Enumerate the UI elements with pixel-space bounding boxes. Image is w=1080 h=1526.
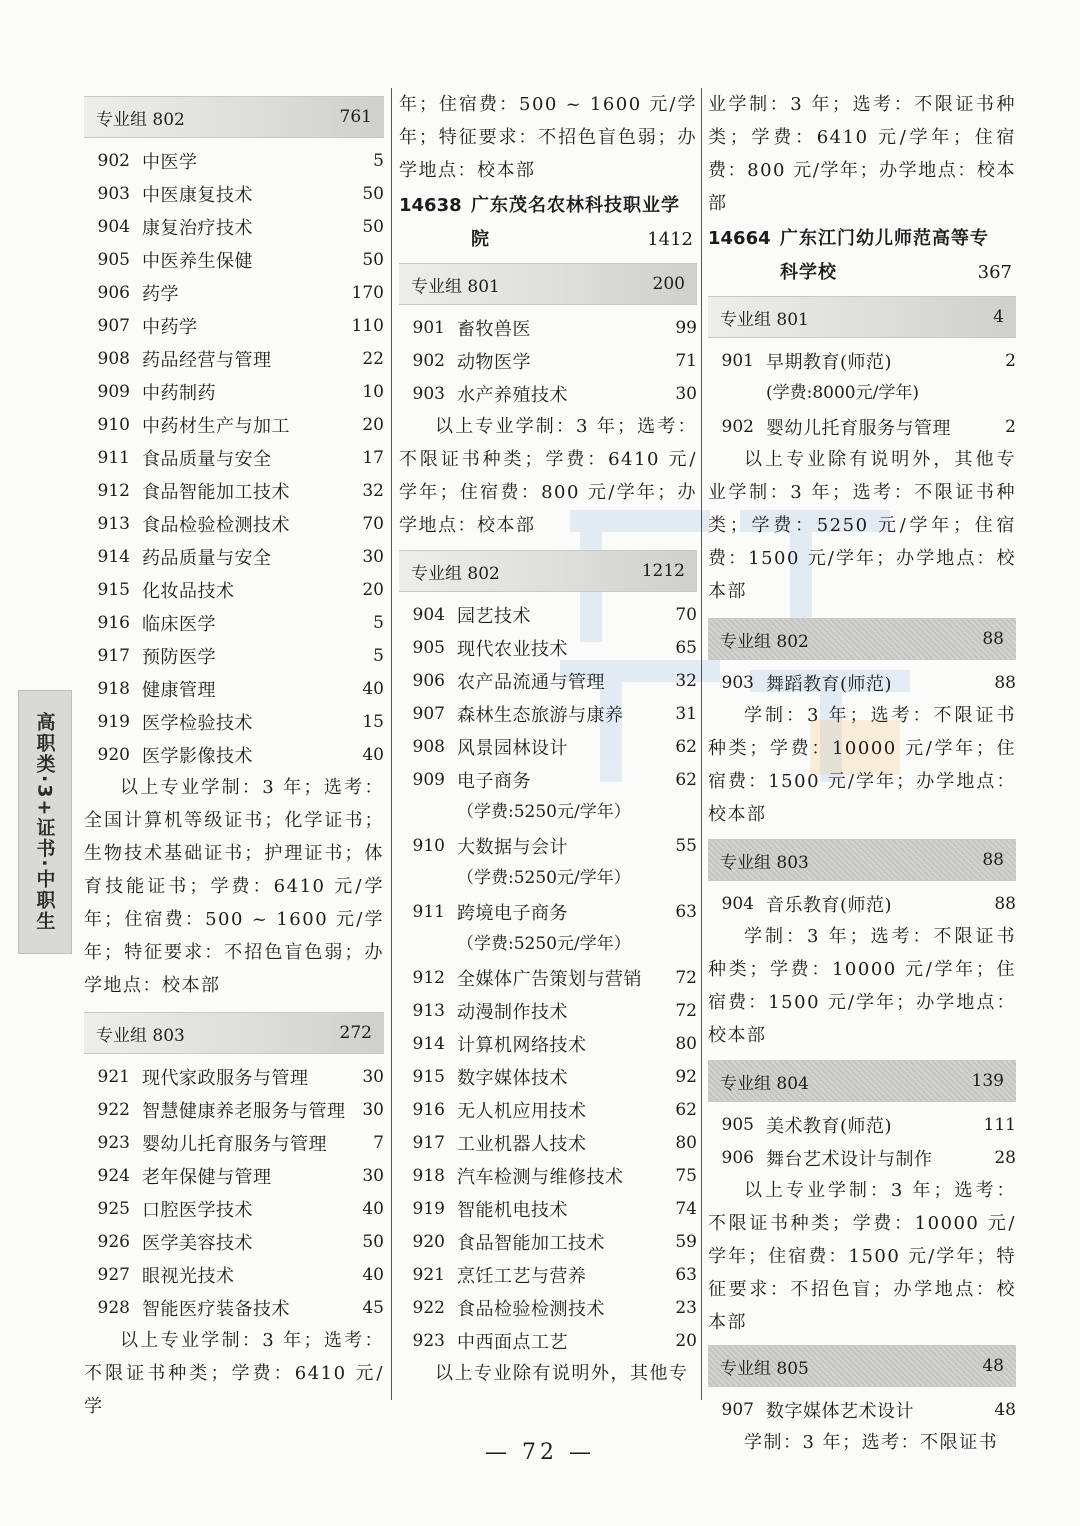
major-row xyxy=(84,573,384,606)
major-quota: 32 xyxy=(362,480,384,501)
major-quota: 40 xyxy=(362,744,384,765)
major-quota: 40 xyxy=(362,1198,384,1219)
school-total: 1412 xyxy=(647,229,693,250)
major-list xyxy=(708,1108,1016,1174)
major-row xyxy=(84,441,384,474)
major-row xyxy=(84,606,384,639)
group-total: 1212 xyxy=(641,561,685,581)
major-name: 食品检验检测技术 xyxy=(142,514,290,536)
major-code: 921 xyxy=(412,1264,445,1285)
major-list xyxy=(84,1060,384,1324)
major-name: 预防医学 xyxy=(142,646,216,668)
major-name: 数字媒体技术 xyxy=(457,1067,568,1089)
major-list xyxy=(399,311,697,410)
major-quota: 62 xyxy=(675,1099,697,1120)
group-label: 专业组 802 xyxy=(96,109,185,130)
major-name: 中医康复技术 xyxy=(142,184,253,206)
school-code: 14664 xyxy=(708,228,771,249)
major-quota: 72 xyxy=(675,1000,697,1021)
major-quota: 31 xyxy=(675,703,697,724)
group-header xyxy=(399,550,697,592)
major-name: 中药材生产与加工 xyxy=(142,415,290,437)
major-name: 智能医疗装备技术 xyxy=(142,1298,290,1320)
group-total: 88 xyxy=(982,850,1004,870)
major-name: 数字媒体艺术设计 xyxy=(766,1400,914,1422)
group-total: 48 xyxy=(982,1356,1004,1376)
major-name: 中医学 xyxy=(142,151,198,173)
major-name: 农产品流通与管理 xyxy=(457,671,605,693)
major-row xyxy=(84,243,384,276)
major-name: 中医养生保健 xyxy=(142,250,253,272)
major-name: 全媒体广告策划与营销 xyxy=(457,968,642,990)
major-row xyxy=(84,639,384,672)
group-total: 200 xyxy=(652,274,685,294)
major-quota: 10 xyxy=(362,381,384,402)
major-name: 健康管理 xyxy=(142,679,216,701)
major-name: 森林生态旅游与康养 xyxy=(457,704,624,726)
major-code: 907 xyxy=(412,703,445,724)
major-name: 大数据与会计 xyxy=(457,836,568,858)
major-quota: 72 xyxy=(675,967,697,988)
major-row xyxy=(399,344,697,377)
major-name: 婴幼儿托育服务与管理 xyxy=(142,1133,327,1155)
major-row xyxy=(708,1141,1016,1174)
major-row xyxy=(399,763,697,796)
major-quota: 20 xyxy=(362,414,384,435)
major-code: 904 xyxy=(97,216,130,237)
major-row xyxy=(399,664,697,697)
group-header xyxy=(708,296,1016,338)
major-quota: 20 xyxy=(675,1330,697,1351)
group-header xyxy=(399,263,697,305)
major-row xyxy=(708,410,1016,443)
major-quota: 23 xyxy=(675,1297,697,1318)
major-quota: 59 xyxy=(675,1231,697,1252)
school-name-cont: 科学校 xyxy=(780,262,837,283)
major-code: 913 xyxy=(97,513,130,534)
major-quota: 45 xyxy=(362,1297,384,1318)
major-name: 康复治疗技术 xyxy=(142,217,253,239)
major-row xyxy=(84,1093,384,1126)
major-row xyxy=(84,540,384,573)
school-name: 广东江门幼儿师范高等专 xyxy=(780,228,989,249)
major-row xyxy=(84,738,384,771)
major-name: 风景园林设计 xyxy=(457,737,568,759)
major-code: 902 xyxy=(412,350,445,371)
major-name: 舞台艺术设计与制作 xyxy=(766,1148,933,1170)
major-quota: 170 xyxy=(351,282,384,303)
major-row xyxy=(84,507,384,540)
major-quota: 5 xyxy=(373,612,384,633)
major-code: 920 xyxy=(97,744,130,765)
major-row xyxy=(84,705,384,738)
major-quota: 40 xyxy=(362,1264,384,1285)
major-code: 907 xyxy=(721,1399,754,1420)
continued-note: 年；住宿费：500 ~ 1600 元/学年；特征要求：不招色盲色弱；办学地点：校本部 xyxy=(399,94,697,181)
major-code: 922 xyxy=(97,1099,130,1120)
column-3 xyxy=(708,88,1016,1453)
major-name: 医学检验技术 xyxy=(142,712,253,734)
school-total: 367 xyxy=(977,262,1012,283)
major-name: 智慧健康养老服务与管理 xyxy=(142,1100,346,1122)
major-row xyxy=(84,474,384,507)
major-quota: 74 xyxy=(675,1198,697,1219)
major-name: 食品检验检测技术 xyxy=(457,1298,605,1320)
major-quota: 15 xyxy=(362,711,384,732)
major-quota: 50 xyxy=(362,183,384,204)
major-code: 910 xyxy=(97,414,130,435)
group-label: 专业组 804 xyxy=(720,1073,809,1094)
major-quota: 99 xyxy=(675,317,697,338)
major-quota: 40 xyxy=(362,678,384,699)
major-code: 924 xyxy=(97,1165,130,1186)
major-name: 工业机器人技术 xyxy=(457,1133,587,1155)
major-name: 中药学 xyxy=(142,316,198,338)
major-quota: 75 xyxy=(675,1165,697,1186)
major-code: 927 xyxy=(97,1264,130,1285)
major-row xyxy=(399,697,697,730)
group-header xyxy=(708,618,1016,660)
major-row xyxy=(84,1258,384,1291)
major-list xyxy=(708,666,1016,699)
major-quota: 65 xyxy=(675,637,697,658)
major-code: 906 xyxy=(412,670,445,691)
major-row xyxy=(399,377,697,410)
major-quota: 70 xyxy=(362,513,384,534)
major-code: 915 xyxy=(412,1066,445,1087)
major-row xyxy=(84,1159,384,1192)
major-row xyxy=(399,1159,697,1192)
major-code: 911 xyxy=(412,901,445,922)
major-code: 902 xyxy=(721,416,754,437)
group-header xyxy=(708,1345,1016,1387)
major-name: 口腔医学技术 xyxy=(142,1199,253,1221)
major-row xyxy=(399,1258,697,1291)
major-name: 动物医学 xyxy=(457,351,531,373)
major-list xyxy=(708,344,1016,443)
major-row xyxy=(399,1093,697,1126)
major-fee-note: （学费:5250元/学年） xyxy=(457,868,631,888)
major-name: 现代家政服务与管理 xyxy=(142,1067,309,1089)
group-total: 139 xyxy=(971,1071,1004,1091)
group-label: 专业组 805 xyxy=(720,1358,809,1379)
major-quota: 32 xyxy=(675,670,697,691)
major-quota: 48 xyxy=(994,1399,1016,1420)
major-name: 园艺技术 xyxy=(457,605,531,627)
school-name: 广东茂名农林科技职业学 xyxy=(471,195,680,216)
major-name: 计算机网络技术 xyxy=(457,1034,587,1056)
major-name: 化妆品技术 xyxy=(142,580,235,602)
group-label: 专业组 802 xyxy=(720,631,809,652)
major-row xyxy=(708,1108,1016,1141)
major-name: 药品经营与管理 xyxy=(142,349,272,371)
major-quota: 62 xyxy=(675,736,697,757)
group-label: 专业组 803 xyxy=(720,852,809,873)
major-code: 916 xyxy=(412,1099,445,1120)
major-code: 903 xyxy=(721,672,754,693)
major-row xyxy=(399,1225,697,1258)
major-name: 动漫制作技术 xyxy=(457,1001,568,1023)
major-name: 畜牧兽医 xyxy=(457,318,531,340)
group-total: 761 xyxy=(339,107,372,127)
major-name: 电子商务 xyxy=(457,770,531,792)
major-name: 食品智能加工技术 xyxy=(457,1232,605,1254)
major-row xyxy=(399,730,697,763)
group-total: 88 xyxy=(982,629,1004,649)
major-quota: 30 xyxy=(362,1099,384,1120)
major-code: 919 xyxy=(97,711,130,732)
major-row xyxy=(399,895,697,928)
major-name: 药学 xyxy=(142,283,179,305)
major-row xyxy=(399,1027,697,1060)
major-row xyxy=(84,276,384,309)
major-quota: 55 xyxy=(675,835,697,856)
major-quota: 111 xyxy=(983,1114,1016,1135)
school-heading xyxy=(708,222,1016,290)
major-name: 汽车检测与维修技术 xyxy=(457,1166,624,1188)
group-label: 专业组 803 xyxy=(96,1025,185,1046)
group-header xyxy=(708,839,1016,881)
page-number: — 72 — xyxy=(485,1440,595,1465)
major-code: 903 xyxy=(97,183,130,204)
major-code: 920 xyxy=(412,1231,445,1252)
major-row xyxy=(84,309,384,342)
major-name: 水产养殖技术 xyxy=(457,384,568,406)
major-name: 医学美容技术 xyxy=(142,1232,253,1254)
major-row xyxy=(84,1225,384,1258)
major-quota: 50 xyxy=(362,216,384,237)
major-quota: 80 xyxy=(675,1132,697,1153)
school-name-cont: 院 xyxy=(471,229,490,250)
major-quota: 17 xyxy=(362,447,384,468)
column-2 xyxy=(399,88,697,1400)
major-row xyxy=(84,1126,384,1159)
major-quota: 92 xyxy=(675,1066,697,1087)
major-quota: 50 xyxy=(362,249,384,270)
major-code: 904 xyxy=(412,604,445,625)
group-note: 以上专业除有说明外，其他专业学制：3 年；选考：不限证书种类；学费：5250 元/学年；住宿费：1500 元/学年；办学地点：校本部 xyxy=(708,449,1016,602)
major-quota: 22 xyxy=(362,348,384,369)
side-category-tab xyxy=(18,690,72,954)
major-name: 眼视光技术 xyxy=(142,1265,235,1287)
major-code: 917 xyxy=(97,645,130,666)
major-code: 905 xyxy=(97,249,130,270)
major-row xyxy=(84,177,384,210)
major-code: 923 xyxy=(412,1330,445,1351)
major-row xyxy=(399,1060,697,1093)
group-header xyxy=(708,1060,1016,1102)
major-quota: 7 xyxy=(373,1132,384,1153)
major-name: 智能机电技术 xyxy=(457,1199,568,1221)
major-quota: 88 xyxy=(994,672,1016,693)
major-row xyxy=(84,342,384,375)
side-category-label: 高职类·3+证书·中职生 xyxy=(33,712,56,932)
major-name: 食品质量与安全 xyxy=(142,448,272,470)
major-quota: 2 xyxy=(1005,350,1016,371)
group-note: 以上专业学制：3 年；选考：不限证书种类；学费：10000 元/学年；住宿费：1500 元/学年；特征要求：不招色盲；办学地点：校本部 xyxy=(708,1180,1016,1333)
major-list xyxy=(708,887,1016,920)
major-name: 药品质量与安全 xyxy=(142,547,272,569)
major-row xyxy=(708,887,1016,920)
major-code: 911 xyxy=(97,447,130,468)
major-code: 916 xyxy=(97,612,130,633)
group-note: 以上专业除有说明外，其他专 xyxy=(435,1363,689,1384)
major-quota: 30 xyxy=(362,1066,384,1087)
major-quota: 5 xyxy=(373,645,384,666)
major-code: 928 xyxy=(97,1297,130,1318)
major-row xyxy=(399,311,697,344)
major-quota: 2 xyxy=(1005,416,1016,437)
major-code: 921 xyxy=(97,1066,130,1087)
major-name: 烹饪工艺与营养 xyxy=(457,1265,587,1287)
major-code: 915 xyxy=(97,579,130,600)
major-name: 中药制药 xyxy=(142,382,216,404)
group-note: 学制：3 年；选考：不限证书 xyxy=(744,1432,999,1453)
major-row xyxy=(84,1060,384,1093)
major-code: 922 xyxy=(412,1297,445,1318)
major-code: 904 xyxy=(721,893,754,914)
major-row xyxy=(84,210,384,243)
major-row xyxy=(399,1291,697,1324)
major-code: 923 xyxy=(97,1132,130,1153)
major-quota: 5 xyxy=(373,150,384,171)
major-code: 918 xyxy=(412,1165,445,1186)
major-row xyxy=(84,1291,384,1324)
major-list xyxy=(708,1393,1016,1426)
major-name: 美术教育(师范) xyxy=(766,1115,893,1137)
major-row xyxy=(708,1393,1016,1426)
major-code: 918 xyxy=(97,678,130,699)
group-note: 以上专业学制：3 年；选考：全国计算机等级证书；化学证书；生物技术基础证书；护理证书；体育技能证书；学费：6410 元/学年；住宿费：500 ~ 1600 元/学年；特征要求：不招色盲色弱；办学地点：校本部 xyxy=(84,777,384,996)
major-row xyxy=(399,631,697,664)
major-name: 食品智能加工技术 xyxy=(142,481,290,503)
major-name: 婴幼儿托育服务与管理 xyxy=(766,417,951,439)
major-quota: 110 xyxy=(351,315,384,336)
major-list xyxy=(399,598,697,1357)
group-note: 以上专业学制：3 年；选考：不限证书种类；学费：6410 元/学 xyxy=(84,1330,384,1417)
major-row xyxy=(708,666,1016,699)
major-code: 926 xyxy=(97,1231,130,1252)
major-row xyxy=(84,144,384,177)
major-quota: 71 xyxy=(675,350,697,371)
major-code: 909 xyxy=(412,769,445,790)
continued-note: 业学制：3 年；选考：不限证书种类；学费：6410 元/学年；住宿费：800 元/学年；办学地点：校本部 xyxy=(708,94,1016,214)
major-code: 905 xyxy=(721,1114,754,1135)
major-row xyxy=(399,598,697,631)
major-row xyxy=(84,408,384,441)
major-list xyxy=(84,144,384,771)
major-quota: 62 xyxy=(675,769,697,790)
group-note: 学制：3 年；选考：不限证书种类；学费：10000 元/学年；住宿费：1500 元/学年；办学地点：校本部 xyxy=(708,705,1016,825)
major-quota: 30 xyxy=(362,546,384,567)
major-code: 909 xyxy=(97,381,130,402)
major-code: 905 xyxy=(412,637,445,658)
major-row xyxy=(399,1192,697,1225)
major-code: 907 xyxy=(97,315,130,336)
major-row xyxy=(84,375,384,408)
group-label: 专业组 801 xyxy=(720,309,809,330)
column-divider xyxy=(391,88,392,1400)
major-name: 跨境电子商务 xyxy=(457,902,568,924)
major-name: 早期教育(师范) xyxy=(766,351,893,373)
major-row xyxy=(399,961,697,994)
major-quota: 50 xyxy=(362,1231,384,1252)
major-name: 音乐教育(师范) xyxy=(766,894,893,916)
major-quota: 28 xyxy=(994,1147,1016,1168)
major-code: 910 xyxy=(412,835,445,856)
major-row xyxy=(399,829,697,862)
major-row xyxy=(399,1324,697,1357)
major-quota: 30 xyxy=(675,383,697,404)
major-code: 914 xyxy=(97,546,130,567)
major-code: 903 xyxy=(412,383,445,404)
major-name: 老年保健与管理 xyxy=(142,1166,272,1188)
major-quota: 20 xyxy=(362,579,384,600)
major-fee-note: (学费:8000元/学年) xyxy=(766,383,919,403)
group-label: 专业组 802 xyxy=(411,563,500,584)
group-note: 学制：3 年；选考：不限证书种类；学费：10000 元/学年；住宿费：1500 元/学年；办学地点：校本部 xyxy=(708,926,1016,1046)
column-divider xyxy=(701,88,702,1400)
major-quota: 80 xyxy=(675,1033,697,1054)
major-code: 906 xyxy=(97,282,130,303)
major-code: 913 xyxy=(412,1000,445,1021)
group-label: 专业组 801 xyxy=(411,276,500,297)
major-name: 医学影像技术 xyxy=(142,745,253,767)
major-code: 925 xyxy=(97,1198,130,1219)
major-row xyxy=(84,672,384,705)
major-code: 919 xyxy=(412,1198,445,1219)
major-code: 901 xyxy=(721,350,754,371)
major-row xyxy=(708,344,1016,377)
group-header xyxy=(84,96,384,138)
major-name: 中西面点工艺 xyxy=(457,1331,568,1353)
major-quota: 63 xyxy=(675,1264,697,1285)
major-name: 无人机应用技术 xyxy=(457,1100,587,1122)
school-code: 14638 xyxy=(399,195,462,216)
major-row xyxy=(84,1192,384,1225)
major-code: 902 xyxy=(97,150,130,171)
major-code: 901 xyxy=(412,317,445,338)
major-name: 舞蹈教育(师范) xyxy=(766,673,893,695)
major-quota: 70 xyxy=(675,604,697,625)
major-name: 临床医学 xyxy=(142,613,216,635)
major-quota: 88 xyxy=(994,893,1016,914)
major-fee-note: （学费:5250元/学年） xyxy=(457,934,631,954)
major-code: 912 xyxy=(412,967,445,988)
school-heading xyxy=(399,189,697,257)
major-row xyxy=(399,994,697,1027)
major-code: 906 xyxy=(721,1147,754,1168)
major-code: 908 xyxy=(97,348,130,369)
major-code: 912 xyxy=(97,480,130,501)
group-note: 以上专业学制：3 年；选考：不限证书种类；学费：6410 元/学年；住宿费：800 元/学年；办学地点：校本部 xyxy=(399,416,697,536)
major-fee-note: （学费:5250元/学年） xyxy=(457,802,631,822)
group-total: 272 xyxy=(339,1023,372,1043)
major-row xyxy=(399,1126,697,1159)
major-quota: 30 xyxy=(362,1165,384,1186)
major-quota: 63 xyxy=(675,901,697,922)
group-header xyxy=(84,1012,384,1054)
major-name: 现代农业技术 xyxy=(457,638,568,660)
major-code: 914 xyxy=(412,1033,445,1054)
major-code: 917 xyxy=(412,1132,445,1153)
column-1 xyxy=(84,88,384,1417)
group-total: 4 xyxy=(993,307,1004,327)
major-code: 908 xyxy=(412,736,445,757)
